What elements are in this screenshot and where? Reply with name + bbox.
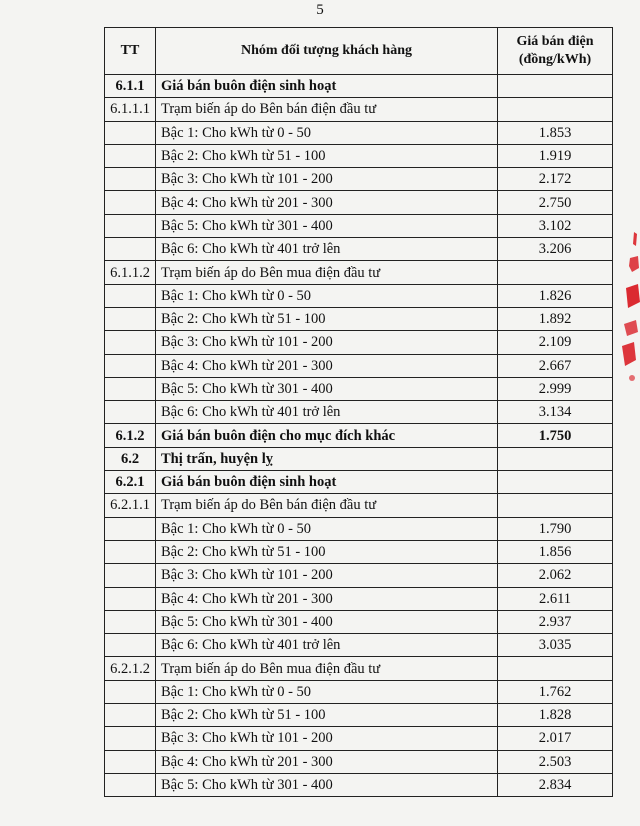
table-row: [105, 657, 613, 680]
row-price: 1.762: [498, 680, 613, 703]
table-row: [105, 494, 613, 517]
row-customer-group: Trạm biến áp do Bên mua điện đầu tư: [156, 261, 498, 284]
row-tt: [105, 680, 156, 703]
row-price: 2.109: [498, 331, 613, 354]
row-customer-group: Trạm biến áp do Bên bán điện đầu tư: [156, 98, 498, 121]
header-price-line1: Giá bán điện: [516, 34, 594, 49]
row-price: 2.062: [498, 564, 613, 587]
row-tt: 6.2: [105, 447, 156, 470]
row-price: [498, 657, 613, 680]
row-tt: [105, 238, 156, 261]
table-row: [105, 540, 613, 563]
table-row: [105, 610, 613, 633]
table-row: [105, 377, 613, 400]
row-customer-group: Bậc 6: Cho kWh từ 401 trở lên: [156, 401, 498, 424]
row-tt: [105, 587, 156, 610]
header-tt: TT: [105, 28, 156, 75]
row-customer-group: Bậc 4: Cho kWh từ 201 - 300: [156, 587, 498, 610]
red-stamp-mark: [618, 228, 640, 388]
table-row: [105, 168, 613, 191]
row-price: 2.667: [498, 354, 613, 377]
table-row: [105, 331, 613, 354]
row-price: 2.999: [498, 377, 613, 400]
table-row: [105, 773, 613, 796]
row-price: 1.790: [498, 517, 613, 540]
row-price: 1.826: [498, 284, 613, 307]
row-customer-group: Bậc 4: Cho kWh từ 201 - 300: [156, 354, 498, 377]
table-header-row: [105, 28, 613, 75]
table-row: [105, 564, 613, 587]
row-tt: [105, 191, 156, 214]
row-price: 2.937: [498, 610, 613, 633]
row-tt: [105, 517, 156, 540]
table-row: [105, 727, 613, 750]
table-row: [105, 587, 613, 610]
row-tt: 6.2.1.1: [105, 494, 156, 517]
row-price: [498, 494, 613, 517]
row-price: 1.853: [498, 121, 613, 144]
table-row: [105, 354, 613, 377]
table-row: [105, 704, 613, 727]
row-tt: [105, 284, 156, 307]
row-customer-group: Trạm biến áp do Bên mua điện đầu tư: [156, 657, 498, 680]
row-tt: 6.1.2: [105, 424, 156, 447]
table-row: [105, 517, 613, 540]
row-customer-group: Bậc 3: Cho kWh từ 101 - 200: [156, 168, 498, 191]
row-tt: [105, 540, 156, 563]
row-tt: [105, 727, 156, 750]
row-customer-group: Giá bán buôn điện cho mục đích khác: [156, 424, 498, 447]
table-row: [105, 98, 613, 121]
table-row: [105, 680, 613, 703]
row-customer-group: Bậc 1: Cho kWh từ 0 - 50: [156, 284, 498, 307]
row-customer-group: Bậc 1: Cho kWh từ 0 - 50: [156, 517, 498, 540]
row-customer-group: Bậc 2: Cho kWh từ 51 - 100: [156, 307, 498, 330]
row-price: [498, 471, 613, 494]
page-number: 5: [316, 2, 324, 18]
table-row: [105, 75, 613, 98]
row-tt: 6.2.1: [105, 471, 156, 494]
row-price: 1.828: [498, 704, 613, 727]
row-tt: [105, 634, 156, 657]
row-customer-group: Bậc 3: Cho kWh từ 101 - 200: [156, 727, 498, 750]
table-body: [105, 75, 613, 797]
row-customer-group: Bậc 5: Cho kWh từ 301 - 400: [156, 610, 498, 633]
table-row: [105, 238, 613, 261]
row-tt: [105, 354, 156, 377]
row-customer-group: Giá bán buôn điện sinh hoạt: [156, 75, 498, 98]
row-tt: [105, 750, 156, 773]
table-row: [105, 471, 613, 494]
tariff-table: [104, 27, 613, 797]
row-tt: 6.1.1: [105, 75, 156, 98]
table-row: [105, 750, 613, 773]
row-price: [498, 75, 613, 98]
row-customer-group: Bậc 6: Cho kWh từ 401 trở lên: [156, 238, 498, 261]
header-price: [498, 28, 613, 75]
row-tt: 6.1.1.2: [105, 261, 156, 284]
row-price: 1.919: [498, 144, 613, 167]
row-price: [498, 98, 613, 121]
row-tt: [105, 773, 156, 796]
row-tt: [105, 401, 156, 424]
table-row: [105, 447, 613, 470]
row-price: 2.611: [498, 587, 613, 610]
row-price: 3.134: [498, 401, 613, 424]
row-tt: [105, 168, 156, 191]
table-row: [105, 214, 613, 237]
table-row: [105, 284, 613, 307]
row-price: 1.750: [498, 424, 613, 447]
row-tt: [105, 564, 156, 587]
row-price: 3.102: [498, 214, 613, 237]
row-customer-group: Bậc 3: Cho kWh từ 101 - 200: [156, 331, 498, 354]
table-row: [105, 261, 613, 284]
row-customer-group: Bậc 5: Cho kWh từ 301 - 400: [156, 214, 498, 237]
row-price: 2.834: [498, 773, 613, 796]
row-customer-group: Bậc 4: Cho kWh từ 201 - 300: [156, 750, 498, 773]
row-customer-group: Bậc 1: Cho kWh từ 0 - 50: [156, 121, 498, 144]
row-customer-group: Bậc 5: Cho kWh từ 301 - 400: [156, 773, 498, 796]
row-price: 2.750: [498, 191, 613, 214]
row-price: 2.503: [498, 750, 613, 773]
table-row: [105, 424, 613, 447]
row-customer-group: Bậc 2: Cho kWh từ 51 - 100: [156, 704, 498, 727]
row-customer-group: Bậc 3: Cho kWh từ 101 - 200: [156, 564, 498, 587]
row-tt: [105, 214, 156, 237]
table-row: [105, 634, 613, 657]
row-tt: [105, 121, 156, 144]
row-tt: [105, 307, 156, 330]
row-price: 2.172: [498, 168, 613, 191]
row-price: 1.856: [498, 540, 613, 563]
row-customer-group: Bậc 2: Cho kWh từ 51 - 100: [156, 540, 498, 563]
row-tt: [105, 704, 156, 727]
row-tt: [105, 610, 156, 633]
row-price: 3.206: [498, 238, 613, 261]
row-price: 2.017: [498, 727, 613, 750]
table-row: [105, 191, 613, 214]
row-customer-group: Bậc 2: Cho kWh từ 51 - 100: [156, 144, 498, 167]
row-price: 1.892: [498, 307, 613, 330]
header-customer-group: Nhóm đối tượng khách hàng: [156, 28, 498, 75]
row-price: [498, 261, 613, 284]
row-price: [498, 447, 613, 470]
row-customer-group: Bậc 5: Cho kWh từ 301 - 400: [156, 377, 498, 400]
row-customer-group: Thị trấn, huyện lỵ: [156, 447, 498, 470]
row-tt: [105, 377, 156, 400]
row-customer-group: Giá bán buôn điện sinh hoạt: [156, 471, 498, 494]
row-tt: [105, 144, 156, 167]
table-row: [105, 144, 613, 167]
table-row: [105, 307, 613, 330]
table-row: [105, 401, 613, 424]
row-tt: [105, 331, 156, 354]
header-price-line2: (đồng/kWh): [518, 52, 592, 67]
row-tt: 6.1.1.1: [105, 98, 156, 121]
row-customer-group: Trạm biến áp do Bên bán điện đầu tư: [156, 494, 498, 517]
row-customer-group: Bậc 1: Cho kWh từ 0 - 50: [156, 680, 498, 703]
row-customer-group: Bậc 6: Cho kWh từ 401 trở lên: [156, 634, 498, 657]
table-row: [105, 121, 613, 144]
row-customer-group: Bậc 4: Cho kWh từ 201 - 300: [156, 191, 498, 214]
row-tt: 6.2.1.2: [105, 657, 156, 680]
row-price: 3.035: [498, 634, 613, 657]
